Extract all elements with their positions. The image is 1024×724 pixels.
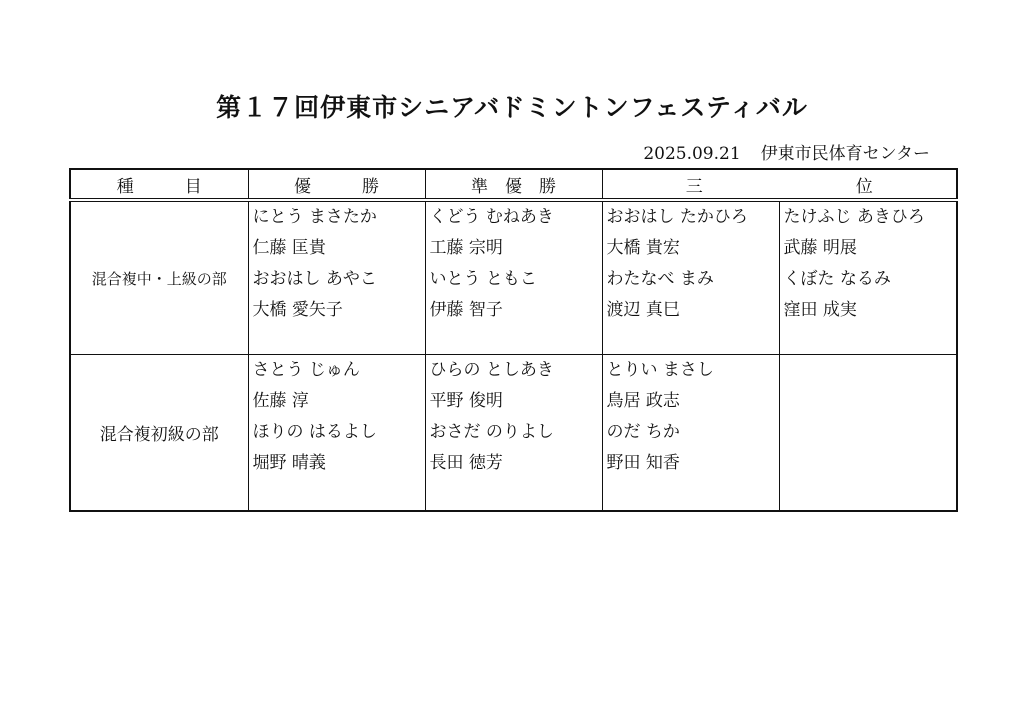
- player-name: いとう ともこ: [429, 269, 537, 289]
- event-venue: 伊東市民体育センター: [760, 144, 930, 164]
- player-name: 野田 知香: [606, 453, 680, 473]
- player-name: おおはし あやこ: [252, 269, 377, 289]
- player-name: 伊藤 智子: [429, 300, 503, 320]
- player-name: 佐藤 淳: [252, 391, 309, 411]
- runner-up-cell: [425, 200, 602, 355]
- event-category: 混合複初級の部: [70, 355, 248, 512]
- header-third: 三 位: [602, 169, 957, 200]
- header-winner: 優 勝: [248, 169, 425, 200]
- player-name: 平野 俊明: [429, 391, 503, 411]
- runner-up-cell: [425, 355, 602, 512]
- player-name: くぼた なるみ: [783, 269, 891, 289]
- player-name: のだ ちか: [606, 422, 680, 442]
- player-name: 渡辺 真巳: [606, 300, 680, 320]
- player-name: 窪田 成実: [783, 300, 857, 320]
- table-row: [70, 200, 957, 355]
- player-name: 大橋 貴宏: [606, 238, 680, 258]
- player-name: おさだ のりよし: [429, 422, 554, 442]
- player-name: ひらの としあき: [429, 360, 554, 380]
- player-name: とりい まさし: [606, 360, 714, 380]
- page-title: 第１７回伊東市シニアバドミントンフェスティバル: [216, 93, 808, 122]
- player-name: 長田 徳芳: [429, 453, 503, 473]
- player-name: たけふじ あきひろ: [783, 207, 925, 227]
- event-info: [643, 139, 930, 164]
- player-name: くどう むねあき: [429, 207, 554, 227]
- event-date: 2025.09.21: [643, 144, 741, 164]
- header-category: 種 目: [70, 169, 248, 200]
- player-name: ほりの はるよし: [252, 422, 377, 442]
- player-name: にとう まさたか: [252, 207, 377, 227]
- header-runner-up: 準 優 勝: [425, 169, 602, 200]
- player-name: さとう じゅん: [252, 360, 360, 380]
- table-header-row: [70, 169, 957, 200]
- player-name: 仁藤 匡貴: [252, 238, 326, 258]
- third-cell-empty: [779, 355, 957, 512]
- player-name: 大橋 愛矢子: [252, 300, 343, 320]
- third-cell: [602, 200, 779, 355]
- winner-cell: [248, 355, 425, 512]
- results-table: [69, 168, 958, 512]
- third-cell: [602, 355, 779, 512]
- player-name: おおはし たかひろ: [606, 207, 748, 227]
- event-category: 混合複中・上級の部: [70, 200, 248, 355]
- player-name: 堀野 晴義: [252, 453, 326, 473]
- player-name: 工藤 宗明: [429, 238, 503, 258]
- player-name: 武藤 明展: [783, 238, 857, 258]
- player-name: わたなべ まみ: [606, 269, 714, 289]
- table-row: [70, 355, 957, 512]
- winner-cell: [248, 200, 425, 355]
- third-cell: [779, 200, 957, 355]
- player-name: 鳥居 政志: [606, 391, 680, 411]
